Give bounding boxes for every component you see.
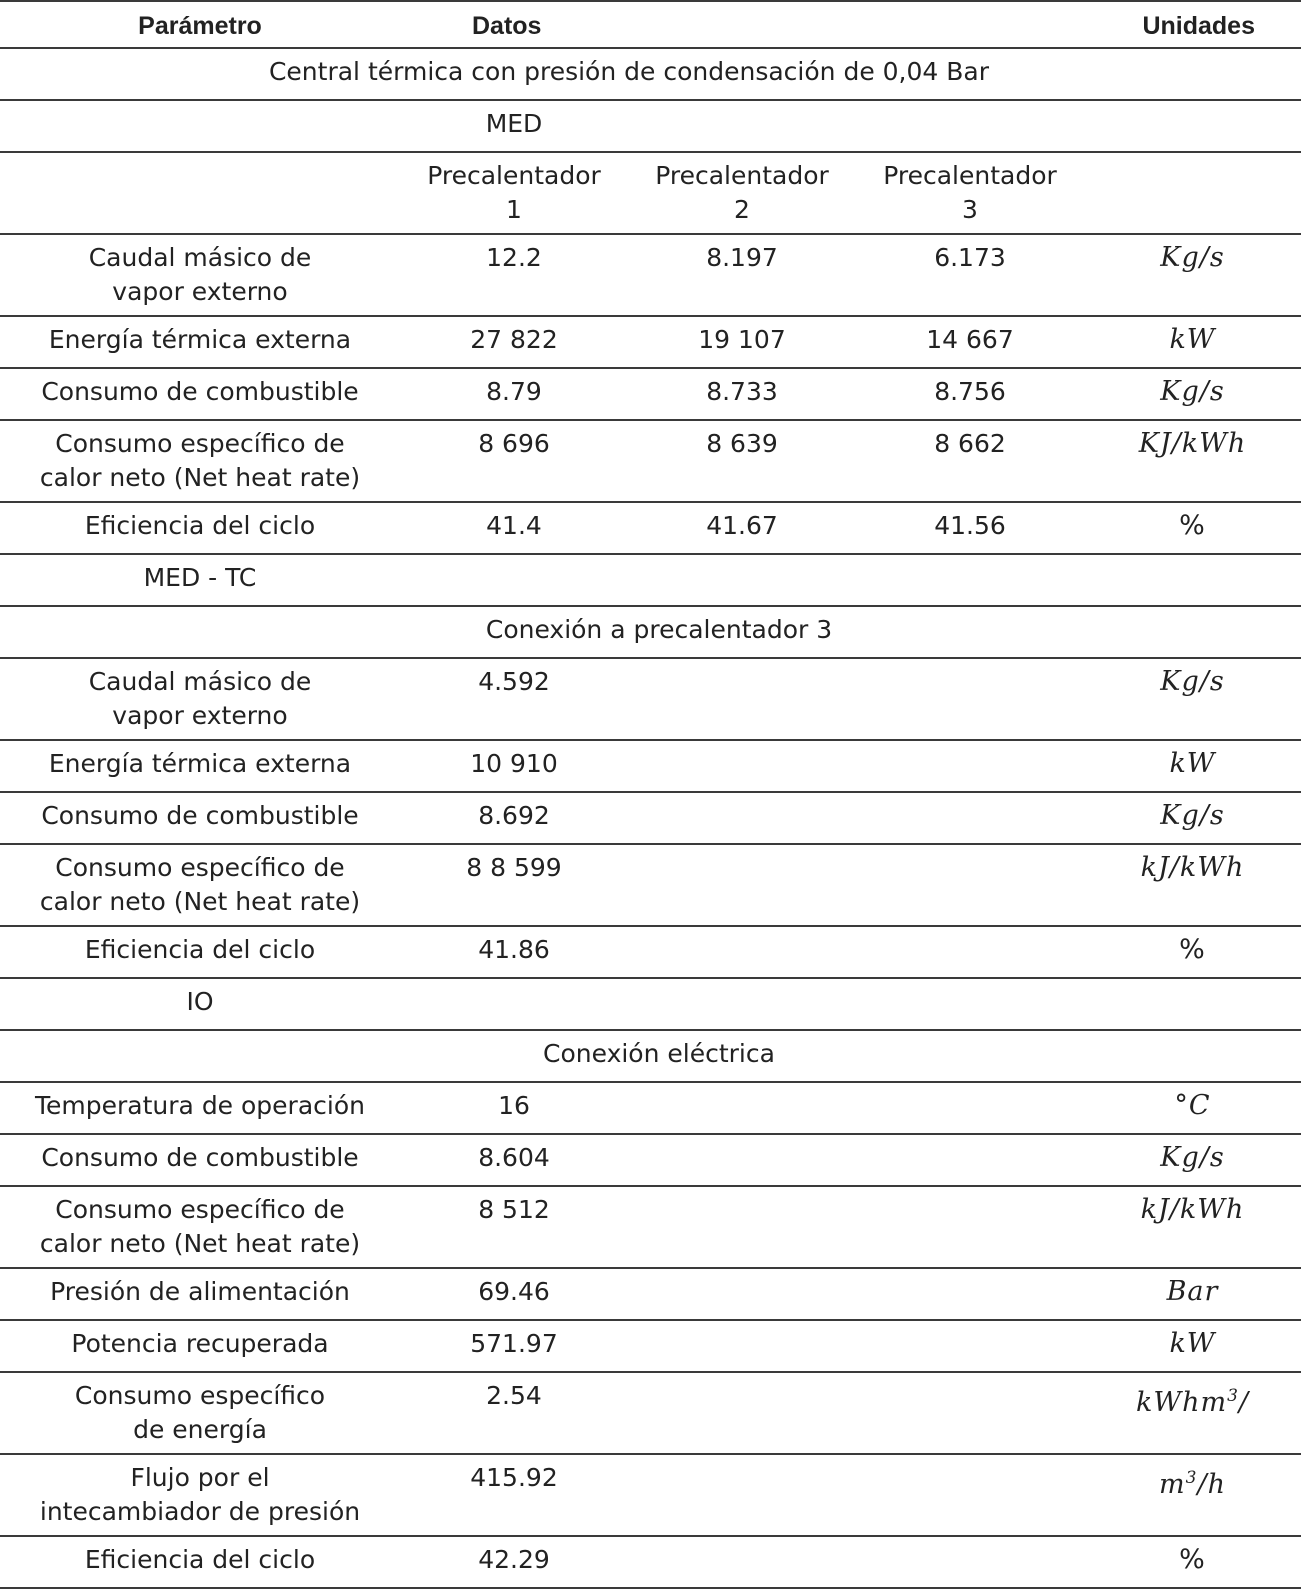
value-cell: 8 662 [856, 420, 1084, 502]
param-label: Eficiencia del ciclo [0, 1536, 400, 1588]
param-label: Consumo de combustible [0, 792, 400, 844]
med-column-headers [0, 152, 1301, 234]
param-label: Consumo específico de calor neto (Net heat rate) [0, 420, 400, 502]
param-label: Energía térmica externa [0, 740, 400, 792]
table-row [0, 1536, 1301, 1588]
unit-cell: % [1084, 502, 1301, 554]
param-label: Flujo por el intecambiador de presión [0, 1454, 400, 1536]
unit-cell: kJ/kWh [1084, 844, 1301, 926]
unit-cell: Kg/s [1084, 234, 1301, 316]
unit-cell: Kg/s [1084, 368, 1301, 420]
unit-cell: % [1084, 1536, 1301, 1588]
value-cell: 19 107 [628, 316, 856, 368]
value-cell: 69.46 [400, 1268, 628, 1320]
table-row [0, 1320, 1301, 1372]
value-cell: 14 667 [856, 316, 1084, 368]
value-cell: 8 512 [400, 1186, 628, 1268]
param-label: Eficiencia del ciclo [0, 926, 400, 978]
table-row [0, 1372, 1301, 1454]
value-cell: 4.592 [400, 658, 628, 740]
unit-cell: Kg/s [1084, 1134, 1301, 1186]
value-cell: 571.97 [400, 1320, 628, 1372]
param-label: Potencia recuperada [0, 1320, 400, 1372]
med-col-header-1: Precalentador 1 [400, 152, 628, 234]
table-row [0, 1454, 1301, 1536]
table-row [0, 844, 1301, 926]
header-datos: Datos [400, 1, 1084, 48]
param-label: Caudal másico de vapor externo [0, 234, 400, 316]
value-cell: 8.604 [400, 1134, 628, 1186]
unit-cell: $m^3/h$ [1084, 1454, 1301, 1536]
header-parametro: Parámetro [0, 1, 400, 48]
table-caption: Central térmica con presión de condensación de 0,04 Bar [0, 48, 1084, 100]
value-cell: 41.67 [628, 502, 856, 554]
param-label: Consumo de combustible [0, 1134, 400, 1186]
unit-cell: Kg/s [1084, 658, 1301, 740]
value-cell: 8.756 [856, 368, 1084, 420]
section-row-med [0, 100, 1301, 152]
value-cell: 8 639 [628, 420, 856, 502]
table-row [0, 502, 1301, 554]
param-label: Eficiencia del ciclo [0, 502, 400, 554]
param-label: Consumo específico de calor neto (Net heat rate) [0, 1186, 400, 1268]
value-cell: 16 [400, 1082, 628, 1134]
caption-row [0, 48, 1301, 100]
section-title-medtc: MED - TC [0, 554, 400, 606]
value-cell: 41.86 [400, 926, 628, 978]
table-row [0, 1082, 1301, 1134]
value-cell: 10 910 [400, 740, 628, 792]
value-cell: 6.173 [856, 234, 1084, 316]
unit-cell: Kg/s [1084, 792, 1301, 844]
subsection-row-io [0, 1030, 1301, 1082]
value-cell: 8.79 [400, 368, 628, 420]
param-label: Consumo específico de energía [0, 1372, 400, 1454]
value-cell: 2.54 [400, 1372, 628, 1454]
subsection-title-io: Conexión eléctrica [0, 1030, 1084, 1082]
unit-cell: °C [1084, 1082, 1301, 1134]
value-cell: 415.92 [400, 1454, 628, 1536]
subsection-row-medtc [0, 606, 1301, 658]
unit-cell: % [1084, 926, 1301, 978]
value-cell: 8.733 [628, 368, 856, 420]
section-row-io [0, 978, 1301, 1030]
table-row [0, 368, 1301, 420]
value-cell: 8.692 [400, 792, 628, 844]
value-cell: 8 8 599 [400, 844, 628, 926]
param-label: Temperatura de operación [0, 1082, 400, 1134]
table-row [0, 1134, 1301, 1186]
param-label: Consumo específico de calor neto (Net heat rate) [0, 844, 400, 926]
med-col-header-2: Precalentador 2 [628, 152, 856, 234]
value-cell: 41.56 [856, 502, 1084, 554]
table-row [0, 234, 1301, 316]
table-row [0, 792, 1301, 844]
unit-cell: kJ/kWh [1084, 1186, 1301, 1268]
unit-cell: kW [1084, 1320, 1301, 1372]
table-row [0, 1186, 1301, 1268]
table-row [0, 420, 1301, 502]
param-label: Consumo de combustible [0, 368, 400, 420]
med-col-header-3: Precalentador 3 [856, 152, 1084, 234]
param-label: Energía térmica externa [0, 316, 400, 368]
unit-cell: Bar [1084, 1268, 1301, 1320]
section-title-io: IO [0, 978, 400, 1030]
table-row [0, 316, 1301, 368]
value-cell: 8.197 [628, 234, 856, 316]
unit-cell: kW [1084, 316, 1301, 368]
value-cell: 12.2 [400, 234, 628, 316]
value-cell: 27 822 [400, 316, 628, 368]
unit-cell: KJ/kWh [1084, 420, 1301, 502]
table-row [0, 926, 1301, 978]
subsection-title-medtc: Conexión a precalentador 3 [0, 606, 1084, 658]
table-row [0, 740, 1301, 792]
value-cell: 42.29 [400, 1536, 628, 1588]
section-row-medtc [0, 554, 1301, 606]
param-label: Caudal másico de vapor externo [0, 658, 400, 740]
param-label: Presión de alimentación [0, 1268, 400, 1320]
unit-cell: kWhm$^3$/ [1084, 1372, 1301, 1454]
unit-cell: kW [1084, 740, 1301, 792]
table-header-row [0, 1, 1301, 48]
header-unidades: Unidades [1084, 1, 1301, 48]
value-cell: 8 696 [400, 420, 628, 502]
value-cell: 41.4 [400, 502, 628, 554]
section-title-med: MED [400, 100, 628, 152]
table-row [0, 658, 1301, 740]
table-row [0, 1268, 1301, 1320]
